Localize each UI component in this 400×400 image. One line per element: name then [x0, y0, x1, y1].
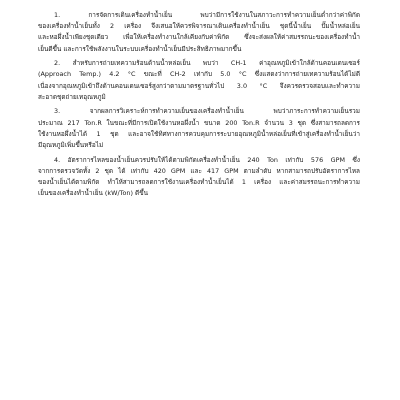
- paragraph-1: [38, 10, 360, 55]
- paragraph-3: [38, 106, 360, 151]
- paragraph-2-line: สะอาดชุดถ่ายเทอุณหภูมิ: [38, 92, 106, 101]
- paragraph-4-line: 4. อัตราการไหลของน้ำเย็นควรปรับให้ได้ตามพิกัดเครื่องทำน้ำเย็น 240 Ton เท่ากับ 576 GPM ซึ่ง: [54, 155, 360, 164]
- paragraph-2: [38, 58, 360, 103]
- paragraph-3-line: มีอุณหภูมิเพิ่มขึ้นหรือไม่: [38, 141, 104, 150]
- paragraph-1-line: ของเครื่องทำน้ำเย็นทั้ง 2 เครื่อง จึงเสนอให้ควรพิจารณาเดินเครื่องทำน้ำเย็น ชุดนี้น้ำเย็น ปั๊มน้ำหล่อเย็น: [38, 22, 360, 31]
- paragraph-4-line: ของน้ำเย็นได้ตามพิกัด ทำให้สามารถลดการใช้งานเครื่องทำน้ำเย็นได้ 1 เครื่อง และค่าสมรรถนะการทำความ: [38, 178, 360, 187]
- paragraph-4-line: จากการตรวจวัดทั้ง 2 ชุด ได้ เท่ากับ 420 GPM และ 417 GPM ตามลำดับ หากสามารถปรับอัตราการไหล: [38, 166, 360, 175]
- paragraph-2-line: 2. สำหรับการถ่ายเทความร้อนด้านน้ำหล่อเย็น พบว่า CH-1 ค่าอุณหภูมิเข้าใกล้ด้านคอนเดนเซอร์: [54, 59, 360, 68]
- paragraph-2-line: เนื่องจากอุณหภูมิเข้าถึงด้านคอนเดนเซอร์สูงกว่าตามมาตรฐานทั่วไป 3.0 °C จึงควรตรวจสอบและทำความ: [38, 81, 360, 90]
- paragraph-1-line: เย็นดีขึ้น และการใช้พลังงานในระบบเครื่องทำน้ำเย็นมีประสิทธิภาพมากขึ้น: [38, 44, 242, 53]
- paragraph-3-line: 3. จากผลการวิเคราะห์การทำความเย็นของเครื่องทำน้ำเย็น พบว่าภาระการทำความเย็นรวม: [54, 107, 360, 116]
- paragraph-1-line: และหอผึ่งน้ำเพียงชุดเดียว เพื่อให้เครื่องทำงานใกล้เคียงกับค่าพิกัด ซึ่งจะส่งผลให้ค่าสมรรถนะของเครื่องทำน้ำ: [38, 33, 360, 42]
- paragraph-1-line: 1. การจัดการเดินเครื่องทำน้ำเย็น พบว่ามีการใช้งานในสภาวะการทำความเย็นต่ำกว่าค่าพิกัด: [54, 11, 360, 19]
- paragraph-4-line: เย็นของเครื่องทำน้ำเย็น (kW/Ton) ดีขึ้น: [38, 189, 148, 198]
- paragraph-3-line: ประมาณ 217 Ton.R ในขณะที่มีการเปิดใช้งานหอผึ่งน้ำ ขนาด 200 Ton.R จำนวน 3 ชุด ซึ่งสามารถลดการ: [38, 118, 360, 127]
- paragraph-3-line: ใช้งานหอผึ่งน้ำได้ 1 ชุด และอาจใช้ทิศทางการควบคุมการระบายอุณหภูมิน้ำหล่อเย็นที่เข้าสู่เครื่องทำน้ำเย็นว่า: [38, 129, 360, 138]
- paragraph-2-line: (Approach Temp.) 4.2 °C ขณะที่ CH-2 เท่ากับ 5.0 °C ซึ่งแสดงว่าการถ่ายเทความร้อนได้ไม่ดี: [38, 70, 360, 79]
- paragraph-4: [38, 155, 360, 200]
